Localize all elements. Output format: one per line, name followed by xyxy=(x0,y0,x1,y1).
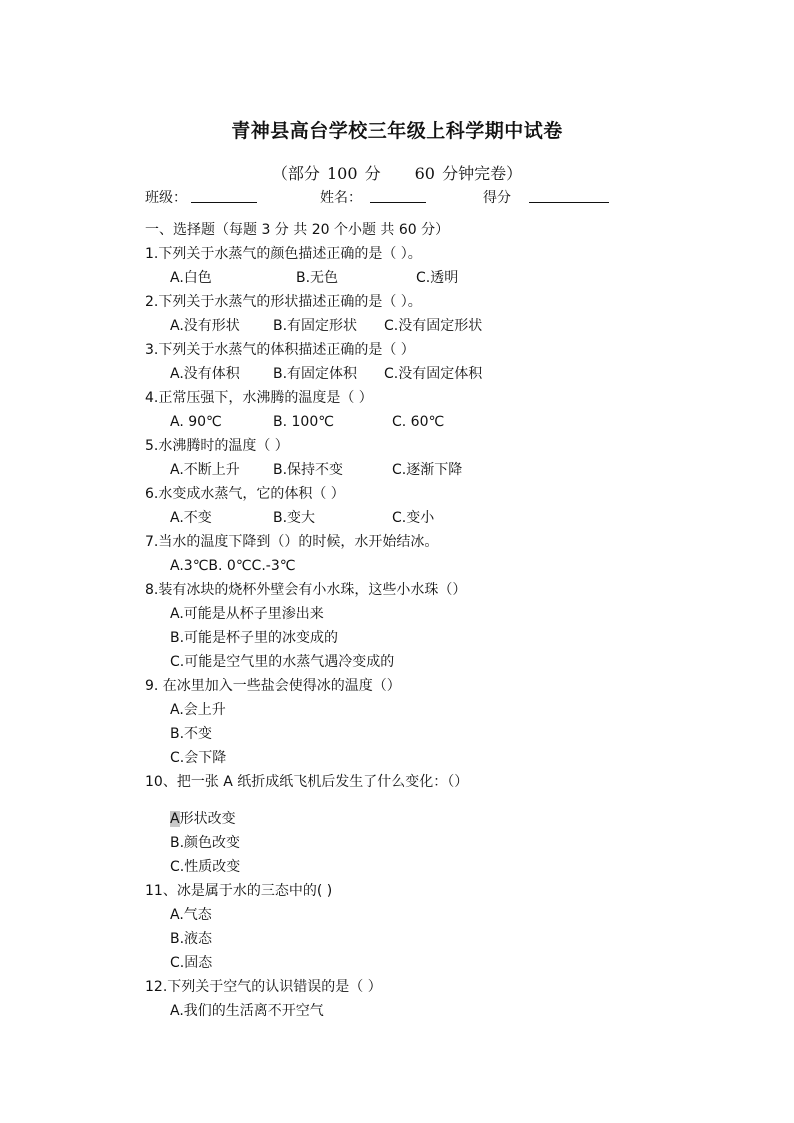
question-12-option-a[interactable]: A.我们的生活离不开空气 xyxy=(170,1003,324,1019)
selection-highlight: A xyxy=(170,811,180,827)
option-a[interactable]: A. 90℃ xyxy=(170,414,222,430)
option-a[interactable]: A.没有体积 xyxy=(170,366,240,382)
question-3-options xyxy=(170,365,670,383)
student-info-line xyxy=(145,187,625,207)
question-10-option-c[interactable]: C.性质改变 xyxy=(170,859,241,875)
option-c[interactable]: C.没有固定体积 xyxy=(384,366,483,382)
option-b[interactable]: B.有固定形状 xyxy=(273,318,358,334)
option-a[interactable]: A.没有形状 xyxy=(170,318,240,334)
option-b[interactable]: B. 100℃ xyxy=(273,414,334,430)
option-c[interactable]: C.没有固定形状 xyxy=(384,318,483,334)
question-8-option-b[interactable]: B.可能是杯子里的冰变成的 xyxy=(170,630,339,646)
question-6: 6.水变成水蒸气，它的体积（ ） xyxy=(145,486,345,502)
question-1-options xyxy=(170,269,670,287)
option-b[interactable]: B.有固定体积 xyxy=(273,366,358,382)
question-7-options[interactable]: A.3℃B. 0℃C.-3℃ xyxy=(170,558,296,574)
question-8-option-c[interactable]: C.可能是空气里的水蒸气遇冷变成的 xyxy=(170,654,395,670)
question-7: 7.当水的温度下降到（）的时候，水开始结冰。 xyxy=(145,534,439,550)
question-11-option-b[interactable]: B.液态 xyxy=(170,931,213,947)
question-12: 12.下列关于空气的认识错误的是（ ） xyxy=(145,979,382,995)
question-10: 10、把一张 A 纸折成纸飞机后发生了什么变化：（） xyxy=(145,774,469,790)
question-8: 8.装有冰块的烧杯外壁会有小水珠，这些小水珠（） xyxy=(145,582,467,598)
question-5: 5.水沸腾时的温度（ ） xyxy=(145,438,289,454)
option-c[interactable]: C.逐渐下降 xyxy=(392,462,463,478)
question-9: 9. 在冰里加入一些盐会使得冰的温度（） xyxy=(145,678,401,694)
total-score-text: （部分 100 分 xyxy=(271,164,381,183)
question-9-option-a[interactable]: A.会上升 xyxy=(170,702,226,718)
question-6-options xyxy=(170,509,670,527)
question-11: 11、冰是属于水的三态中的( ) xyxy=(145,883,333,899)
section-heading: 一、选择题（每题 3 分 共 20 个小题 共 60 分） xyxy=(145,222,450,238)
page-title: 青神县高台学校三年级上科学期中试卷 xyxy=(231,120,563,142)
question-2: 2.下列关于水蒸气的形状描述正确的是（ ）。 xyxy=(145,294,422,310)
question-9-option-c[interactable]: C.会下降 xyxy=(170,750,227,766)
time-limit-text: 60 分钟完卷） xyxy=(414,164,523,183)
question-4: 4.正常压强下，水沸腾的温度是（ ） xyxy=(145,390,373,406)
question-8-option-a[interactable]: A.可能是从杯子里渗出来 xyxy=(170,606,324,622)
option-a[interactable]: A.不断上升 xyxy=(170,462,240,478)
option-b[interactable]: B.保持不变 xyxy=(273,462,344,478)
option-c[interactable]: C.变小 xyxy=(392,510,435,526)
option-c[interactable]: C.透明 xyxy=(416,270,459,286)
question-11-option-c[interactable]: C.固态 xyxy=(170,955,213,971)
question-1: 1.下列关于水蒸气的颜色描述正确的是（ ）。 xyxy=(145,246,422,262)
question-11-option-a[interactable]: A.气态 xyxy=(170,907,212,923)
exam-subtitle xyxy=(0,161,794,184)
class-label: 班级： xyxy=(145,190,187,206)
option-a[interactable]: A.白色 xyxy=(170,270,212,286)
question-10-option-a[interactable] xyxy=(170,810,236,828)
name-label: 姓名： xyxy=(320,190,362,206)
option-a[interactable]: A.不变 xyxy=(170,510,212,526)
question-3: 3.下列关于水蒸气的体积描述正确的是（ ） xyxy=(145,342,415,358)
question-5-options xyxy=(170,461,670,479)
option-c[interactable]: C. 60℃ xyxy=(392,414,445,430)
question-2-options xyxy=(170,317,670,335)
question-9-option-b[interactable]: B.不变 xyxy=(170,726,213,742)
option-b[interactable]: B.无色 xyxy=(296,270,339,286)
option-a-label: 形状改变 xyxy=(179,811,236,827)
question-10-option-b[interactable]: B.颜色改变 xyxy=(170,835,241,851)
option-b[interactable]: B.变大 xyxy=(273,510,316,526)
question-4-options xyxy=(170,413,670,431)
score-label: 得分 xyxy=(483,190,511,206)
